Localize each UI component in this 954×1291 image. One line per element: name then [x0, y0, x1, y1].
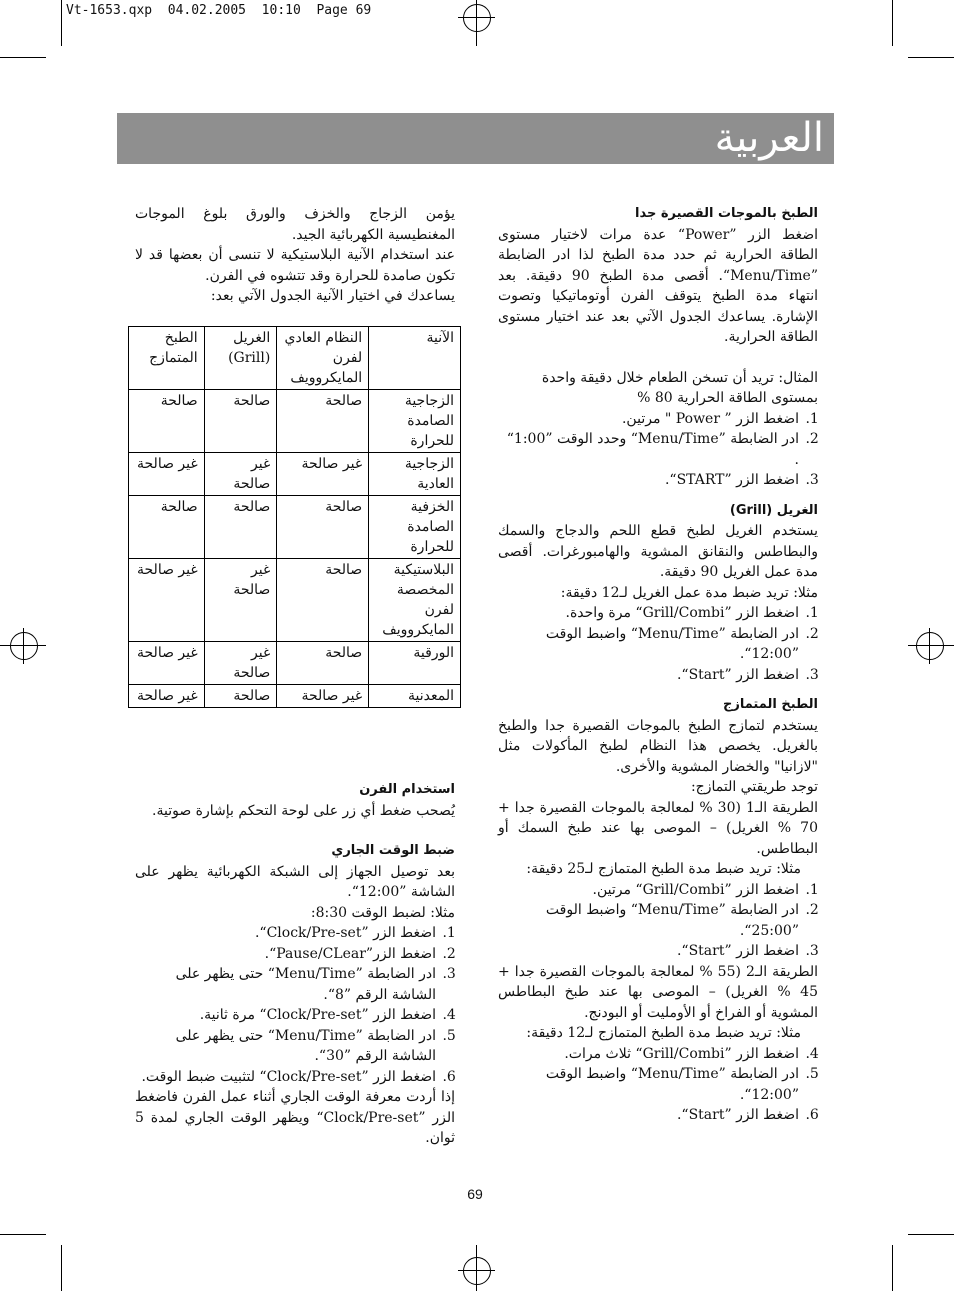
combi-text: يستخدم لتمازج الطبخ بالموجات القصيرة جدا والطبخ بالغريل. يخصص هذا النظام لطبخ المأكولات مثل "لازانيا" والخضار المشوية والأخرى.	[498, 717, 818, 775]
table-cell: صالحة	[204, 390, 277, 453]
crop-mark	[0, 1234, 46, 1235]
crop-mark	[61, 1245, 62, 1291]
crop-mark	[908, 1234, 954, 1235]
cookware-table-wrap	[128, 326, 461, 708]
list-item: 2. اضغط الزر”Pause/CLear“.	[135, 944, 438, 965]
right-column	[498, 204, 818, 1126]
left-column	[135, 204, 455, 307]
table-header: الآنية	[369, 327, 461, 390]
file-header: Vt-1653.qxp 04.02.2005 10:10 Page 69	[66, 3, 372, 18]
list-item: 3. ادر الضابطة ”Menu/Time“ حتى يظهر على الشاشة الرقم ”8“.	[135, 964, 438, 1005]
language-banner	[117, 113, 834, 164]
table-cell: صالحة	[277, 559, 369, 642]
microwave-heading: الطبخ بالموجات القصيرة جدا	[635, 206, 818, 221]
microwave-steps	[498, 409, 818, 491]
list-item: 6. اضغط الزر ”Start“.	[498, 1105, 801, 1126]
list-item: 1. اضغط الزر ”Grill/Combi“ مرة واحدة.	[498, 603, 801, 624]
table-cell: غير صالحة	[129, 453, 205, 496]
cookware-table	[128, 326, 461, 708]
table-cell: صالحة	[204, 685, 277, 708]
list-item: 1. اضغط الزر ” Power " مرتين.	[498, 409, 801, 430]
list-item: 2. ادر الضابطة ”Menu/Time“ وحدد الوقت ”1:00“ .	[498, 429, 801, 470]
intro-line: عند استخدام الآنية البلاستيكية لا تنسى أن بعضها قد لا تكون صامدة للحرارة وقد تتشوه في الفرن.	[135, 247, 455, 284]
table-cell: الخزفية الصامدة للحرارة	[369, 496, 461, 559]
grill-example: مثلا: تريد ضبط مدة عمل الغريل لـ12 دقيقة:	[560, 584, 818, 601]
combi-method-1: الطريقة الـ1 (30 % لمعالجة بالموجات القصيرة جدا + 70 % الغريل) – الموصى بها عند طبخ السمك أو البطاطس.	[498, 799, 818, 857]
use-text: يُصحب ضغط أي زر على لوحة التحكم بإشارة صوتية.	[152, 802, 455, 819]
crop-mark	[0, 57, 46, 58]
table-header-row	[129, 327, 461, 390]
table-cell: المعدنية	[369, 685, 461, 708]
table-cell: غير صالحة	[204, 559, 277, 642]
table-header: الغريل (Grill)	[204, 327, 277, 390]
grill-steps	[498, 603, 818, 685]
grill-text: يستخدم الغريل لطبخ قطع اللحم والدجاج والسمك والبطاطس والنقانق المشوية والهامبورغرات. أقصى مدة عمل الغريل 90 دقيقة.	[498, 523, 818, 580]
use-heading: استخدام الفرن	[359, 782, 455, 797]
clock-example: مثلا: لضبط الوقت 8:30:	[310, 904, 455, 921]
table-cell: صالحة	[277, 642, 369, 685]
table-row	[129, 453, 461, 496]
crop-mark	[892, 0, 893, 46]
page-number: 69	[467, 1186, 483, 1202]
table-row	[129, 390, 461, 453]
combi-example-2: مثلا: تريد ضبط مدة الطبخ المتمازج لـ12 دقيقة:	[526, 1025, 801, 1041]
table-cell: غير صالحة	[277, 453, 369, 496]
left-column-lower	[135, 780, 455, 1149]
microwave-text: اضغط الزر ”Power“ عدة مرات لاختيار مستوى الطاقة الحرارية ثم حدد مدة الطبخ لذا ادر الضابطة ”Menu/Time“. أقصى مدة الطبخ 90 دقيقة. بعد انتهاء مدة الطبخ يتوقف الفرن أوتوماتيكيا وتصوت الإشارة. يساعدك الجدول الآتي بعد عند اختيار مستوى الطاقة الحرارية.	[498, 226, 819, 345]
table-cell: صالحة	[129, 496, 205, 559]
combi-example-1: مثلا: تريد ضبط مدة الطبخ المتمازج لـ25 دقيقة:	[526, 861, 801, 877]
table-row	[129, 685, 461, 708]
table-header: الطبخ المتمازج	[129, 327, 205, 390]
list-item: 2. ادر الضابطة ”Menu/Time“ واضبط الوقت ”12:00“.	[498, 624, 801, 665]
crop-mark	[61, 0, 62, 46]
list-item: 3. اضغط الزر ”START“.	[498, 470, 801, 491]
list-item: 5. ادر الضابطة ”Menu/Time“ واضبط الوقت ”12:00“.	[498, 1064, 801, 1105]
combi-steps-1	[498, 880, 818, 962]
combi-method-2: الطريقة الـ2 (55 % لمعالجة بالموجات القصيرة جدا + 45 % الغريل) – الموصى بها عند طبخ البطاطس المشوية أو الفراخ أو الأومليت أو البودنج.	[498, 963, 818, 1021]
table-row	[129, 559, 461, 642]
clock-heading: ضبط الوقت الجاري	[331, 843, 455, 858]
combi-steps-2	[498, 1044, 818, 1126]
list-item: 1. اضغط الزر ”Clock/Pre-set“.	[135, 923, 438, 944]
list-item: 2. ادر الضابطة ”Menu/Time“ واضبط الوقت ”25:00“.	[498, 900, 801, 941]
combi-methods-intro: توجد طريقتي التمازج:	[690, 779, 818, 795]
table-cell: غير صالحة	[204, 453, 277, 496]
clock-note: إذا أردت معرفة الوقت الجاري أثناء عمل الفرن فاضغط الزر ”Clock/Pre-set“ ويظهر الوقت الجاري لمدة 5 ثوان.	[135, 1089, 455, 1146]
clock-steps	[135, 923, 455, 1087]
microwave-example: المثال: تريد أن تسخن الطعام خلال دقيقة واحدة بمستوى الطاقة الحرارية 80 %	[541, 369, 818, 406]
list-item: 3. اضغط الزر ”Start“.	[498, 665, 801, 686]
table-cell: الزجاجية العادية	[369, 453, 461, 496]
crop-mark	[892, 1245, 893, 1291]
list-item: 4. اضغط الزر ”Grill/Combi“ ثلاث مرات.	[498, 1044, 801, 1065]
table-cell: غير صالحة	[129, 685, 205, 708]
registration-mark	[463, 4, 491, 32]
grill-heading: الغريل (Grill)	[729, 502, 818, 518]
intro-line: يساعدك في اختيار الآنية الجدول الآتي بعد:	[210, 288, 455, 304]
intro-line: يؤمن الزجاج والخزف والورق بلوغ الموجات المغنطيسية الكهربائية الجيد.	[135, 206, 455, 243]
table-row	[129, 496, 461, 559]
table-cell: الزجاجية الصامدة للحرارة	[369, 390, 461, 453]
table-cell: صالحة	[129, 390, 205, 453]
table-header: النظام العادي لفرن المايكروويف	[277, 327, 369, 390]
combi-heading: الطبخ المتمازج	[722, 697, 818, 712]
table-cell: صالحة	[277, 390, 369, 453]
registration-mark	[916, 632, 944, 660]
list-item: 4. اضغط الزر ”Clock/Pre-set“ مرة ثانية.	[135, 1005, 438, 1026]
table-cell: الورقية	[369, 642, 461, 685]
table-cell: غير صالحة	[129, 559, 205, 642]
list-item: 6. اضغط الزر ”Clock/Pre-set“ لتثبيت ضبط الوقت.	[135, 1067, 438, 1088]
banner-title: العربية	[714, 115, 824, 161]
table-cell: غير صالحة	[204, 642, 277, 685]
registration-mark	[463, 1257, 491, 1285]
table-cell: غير صالحة	[129, 642, 205, 685]
table-cell: غير صالحة	[277, 685, 369, 708]
list-item: 5. ادر الضابطة ”Menu/Time“ حتى يظهر على الشاشة الرقم ”30“.	[135, 1026, 438, 1067]
list-item: 3. اضغط الزر ”Start“.	[498, 941, 801, 962]
list-item: 1. اضغط الزر ”Grill/Combi“ مرتين.	[498, 880, 801, 901]
table-cell: البلاستيكية المخصصة لفرن المايكروويف	[369, 559, 461, 642]
clock-text: بعد توصيل الجهاز إلى الشبكة الكهربائية يظهر على الشاشة ”12:00“.	[135, 863, 455, 900]
registration-mark	[10, 632, 38, 660]
crop-mark	[908, 57, 954, 58]
table-cell: صالحة	[204, 496, 277, 559]
table-cell: صالحة	[277, 496, 369, 559]
table-row	[129, 642, 461, 685]
